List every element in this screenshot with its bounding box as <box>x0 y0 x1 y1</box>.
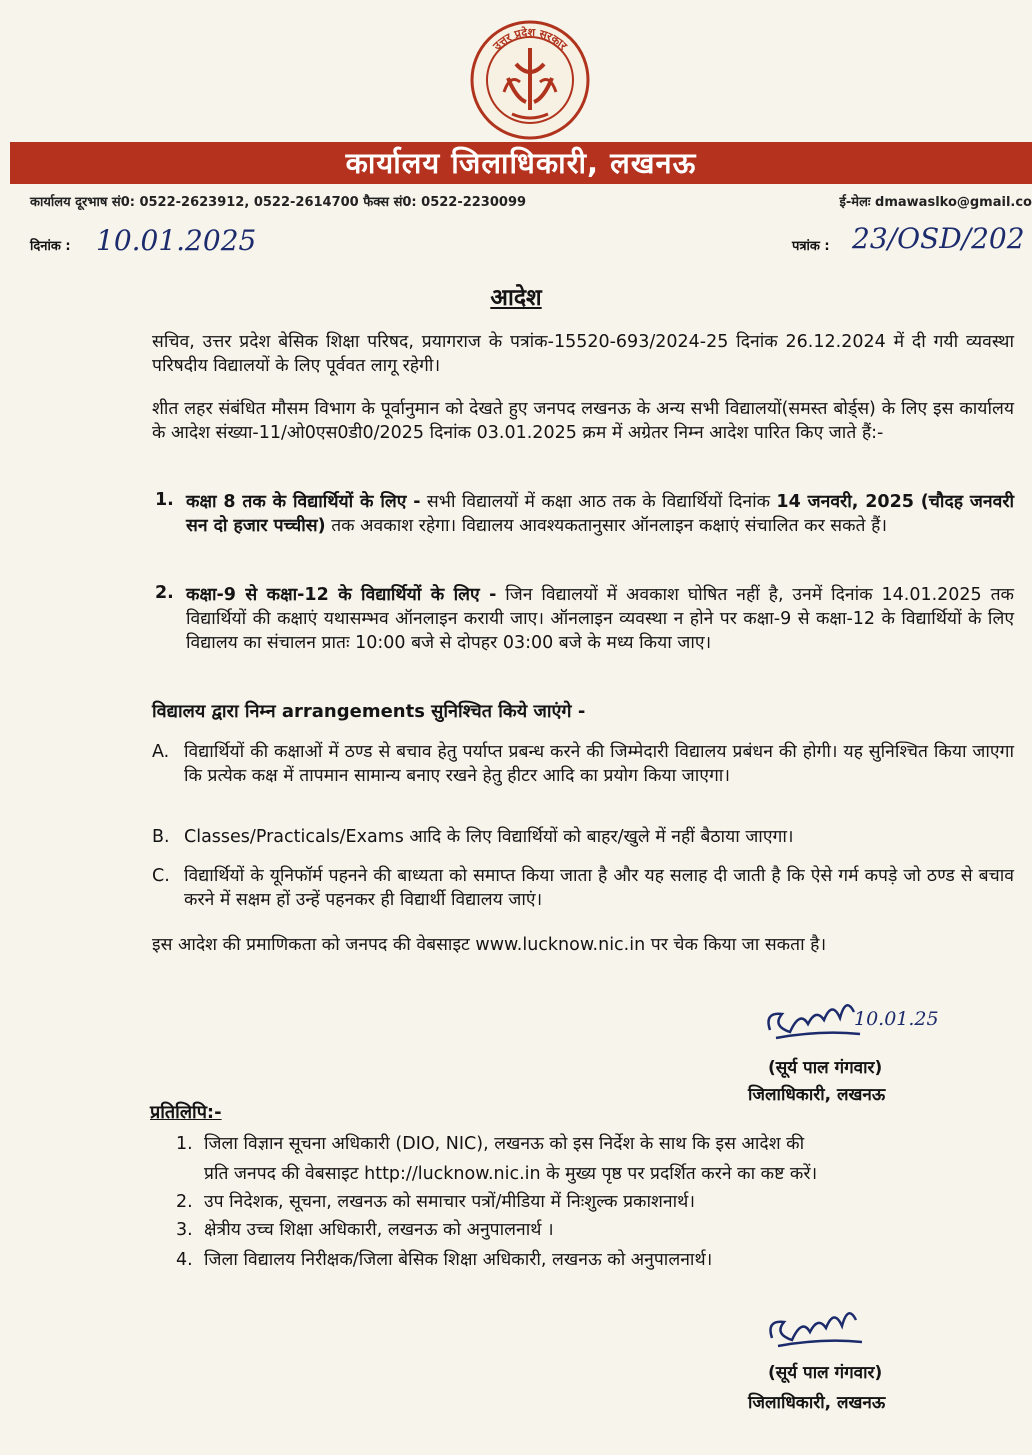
signature-1-designation: जिलाधिकारी, लखनऊ <box>748 1085 886 1105</box>
arrangement-c-label: C. <box>152 866 170 886</box>
signature-1-name: (सूर्य पाल गंगवार) <box>768 1058 883 1078</box>
item-1-bold-date: 14 जनवरी, 2025 (चौदह जनवरी सन दो हजार पच्चीस) <box>186 492 1015 536</box>
arrangement-a-text: विद्यार्थियों की कक्षाओं में ठण्ड से बचाव हेतु पर्याप्त प्रबन्ध करने की जिम्मेदारी विद्यालय प्रबंधन की होगी। यह सुनिश्चित किया जाएगा कि प्रत्येक कक्ष में तापमान सामान्य बनाए रखने हेतु हीटर आदि का प्रयोग किया जाएगा। <box>184 742 1014 786</box>
signature-1-date: 10.01.25 <box>854 1008 939 1030</box>
order-para-2: शीत लहर संबंधित मौसम विभाग के पूर्वानुमान को देखते हुए जनपद लखनऊ के अन्य सभी विद्यालयों(समस्त बोर्ड्स) के लिए इस कार्यालय के आदेश संख्या-11/ओ0एस0डी0/2025 दिनांक 03.01.2025 क्रम में अग्रेतर निम्न आदेश पारित किए जाते हैं:- <box>152 399 1014 443</box>
item-1-text <box>186 490 1014 538</box>
item-2-number: 2. <box>155 583 174 603</box>
email-line: ई-मेलः dmawaslko@gmail.co <box>839 195 1032 210</box>
date-value: 10.01.2025 <box>96 224 257 257</box>
phone-fax-line: कार्यालय दूरभाष सं0: 0522-2623912, 0522-2614700 फैक्स सं0: 0522-2230099 <box>30 195 527 210</box>
arrangement-c-text: विद्यार्थियों के यूनिफॉर्म पहनने की बाध्यता को समाप्त किया जाता है और यह सलाह दी जाती है कि ऐसे गर्म कपड़े जो ठण्ड से बचाव करने में सक्षम हों उन्हें पहनकर ही विद्यार्थी विद्यालय जाएं। <box>184 866 1014 910</box>
copy-title: प्रतिलिपि:- <box>150 1102 222 1123</box>
arrangements-heading: विद्यालय द्वारा निम्न arrangements सुनिश्चित किये जाएंगे - <box>152 701 586 722</box>
copy-line: 3. क्षेत्रीय उच्च शिक्षा अधिकारी, लखनऊ को अनुपालनार्थ । <box>176 1220 554 1240</box>
signature-2-icon <box>762 1298 882 1358</box>
order-para-1: सचिव, उत्तर प्रदेश बेसिक शिक्षा परिषद, प्रयागराज के पत्रांक-15520-693/2024-25 दिनांक 26.12.2024 में दी गयी व्यवस्था परिषदीय विद्यालयों के लिए पूर्ववत लागू रहेगी। <box>152 332 1014 376</box>
verification-note: इस आदेश की प्रमाणिकता को जनपद की वेबसाइट www.lucknow.nic.in पर चेक किया जा सकता है। <box>152 935 827 955</box>
item-2-lead: कक्षा-9 से कक्षा-12 के विद्यार्थियों के लिए - <box>186 585 497 605</box>
item-2-body: जिन विद्यालयों में अवकाश घोषित नहीं है, उनमें दिनांक 14.01.2025 तक विद्यार्थियों की कक्षाएं यथासम्भव ऑनलाइन करायी जाए। ऑनलाइन व्यवस्था न होने पर कक्षा-9 से कक्षा-12 के विद्यार्थियों के लिए विद्यालय का संचालन प्रातः 10:00 बजे से दोपहर 03:00 बजे के मध्य किया जाए। <box>186 585 1014 653</box>
copy-line: 4. जिला विद्यालय निरीक्षक/जिला बेसिक शिक्षा अधिकारी, लखनऊ को अनुपालनार्थ। <box>176 1250 713 1270</box>
signature-2-designation: जिलाधिकारी, लखनऊ <box>748 1393 886 1413</box>
item-1-body-2: तक अवकाश रहेगा। विद्यालय आवश्यकतानुसार ऑनलाइन कक्षाएं संचालित कर सकते हैं। <box>325 516 888 536</box>
date-label: दिनांक : <box>30 239 71 254</box>
order-title: आदेश <box>490 285 542 311</box>
copy-line: प्रति जनपद की वेबसाइट http://lucknow.nic.in के मुख्य पृष्ठ पर प्रदर्शित करने का कष्ट करें। <box>204 1164 818 1184</box>
item-1-number: 1. <box>155 490 174 510</box>
copy-line: 1. जिला विज्ञान सूचना अधिकारी (DIO, NIC), लखनऊ को इस निर्देश के साथ कि इस आदेश की <box>176 1134 805 1154</box>
up-government-emblem-icon <box>464 18 596 142</box>
item-2-text <box>186 583 1014 655</box>
arrangement-b-label: B. <box>152 827 170 847</box>
office-title-banner: कार्यालय जिलाधिकारी, लखनऊ <box>10 142 1032 184</box>
arrangement-a-label: A. <box>152 742 170 762</box>
ref-value: 23/OSD/202 <box>852 222 1025 255</box>
item-1-body: सभी विद्यालयों में कक्षा आठ तक के विद्यार्थियों दिनांक <box>420 492 777 512</box>
item-1-lead: कक्षा 8 तक के विद्यार्थियों के लिए - <box>186 492 421 512</box>
ref-label: पत्रांक : <box>792 239 830 254</box>
arrangement-b-text: Classes/Practicals/Exams आदि के लिए विद्यार्थियों को बाहर/खुले में नहीं बैठाया जाएगा। <box>184 827 794 847</box>
emblem-text: उत्तर प्रदेश सरकार <box>490 25 570 53</box>
copy-line: 2. उप निदेशक, सूचना, लखनऊ को समाचार पत्रों/मीडिया में निःशुल्क प्रकाशनार्थ। <box>176 1192 695 1212</box>
signature-2-name: (सूर्य पाल गंगवार) <box>768 1363 883 1383</box>
